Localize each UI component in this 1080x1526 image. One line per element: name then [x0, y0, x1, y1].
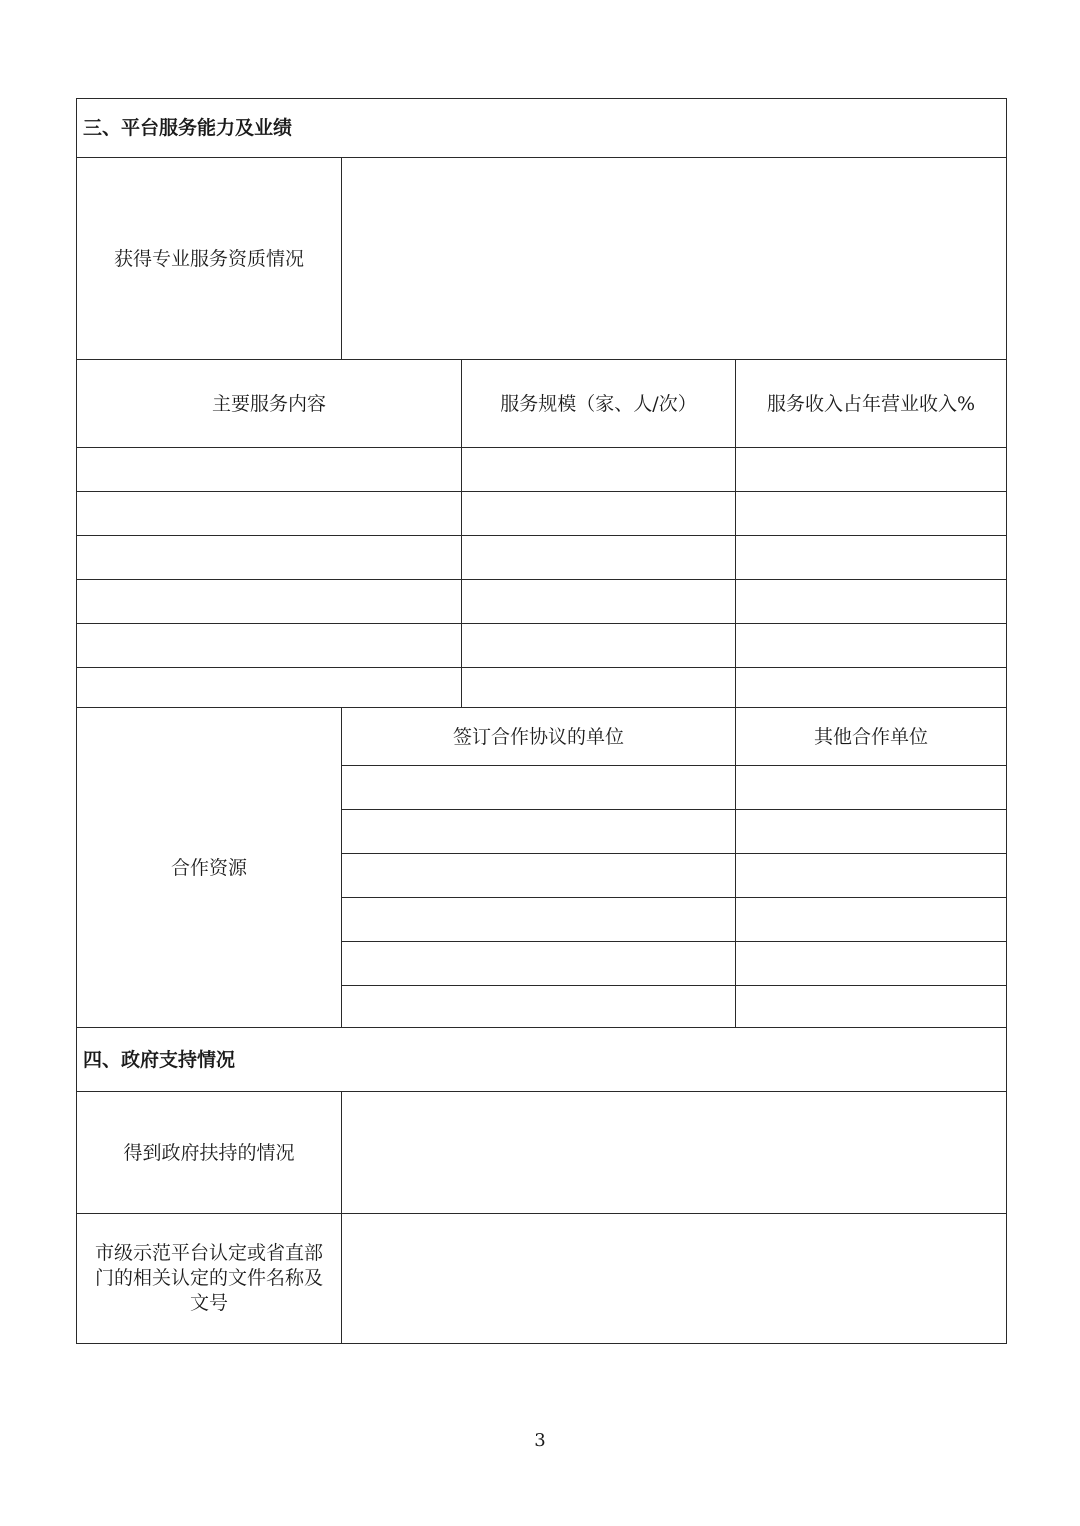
service-table-row: [77, 448, 1007, 492]
section-4-title: 四、政府支持情况: [77, 1028, 1007, 1092]
service-content-cell[interactable]: [77, 536, 462, 580]
service-table-row: [77, 668, 1007, 708]
service-scale-cell[interactable]: [462, 448, 736, 492]
service-scale-cell[interactable]: [462, 624, 736, 668]
service-table-row: [77, 492, 1007, 536]
gov-support-label: 得到政府扶持的情况: [77, 1092, 342, 1214]
main-service-content-header: 主要服务内容: [77, 360, 462, 448]
other-partner-cell[interactable]: [736, 942, 1007, 986]
service-table-row: [77, 624, 1007, 668]
other-partner-cell[interactable]: [736, 810, 1007, 854]
service-content-cell[interactable]: [77, 624, 462, 668]
section-3-title: 三、平台服务能力及业绩: [77, 99, 1007, 158]
signed-partners-header: 签订合作协议的单位: [342, 708, 736, 766]
signed-partner-cell[interactable]: [342, 898, 736, 942]
signed-partner-cell[interactable]: [342, 854, 736, 898]
document-field[interactable]: [342, 1214, 1007, 1344]
service-content-cell[interactable]: [77, 492, 462, 536]
service-revenue-cell[interactable]: [736, 580, 1007, 624]
service-revenue-ratio-header: 服务收入占年营业收入%: [736, 360, 1007, 448]
service-scale-cell[interactable]: [462, 536, 736, 580]
service-revenue-cell[interactable]: [736, 448, 1007, 492]
service-content-cell[interactable]: [77, 668, 462, 708]
service-revenue-cell[interactable]: [736, 492, 1007, 536]
other-partner-cell[interactable]: [736, 986, 1007, 1028]
signed-partner-cell[interactable]: [342, 810, 736, 854]
document-label-cell: [77, 1214, 342, 1344]
service-scale-header: 服务规模（家、人/次）: [462, 360, 736, 448]
cooperation-resources-label: 合作资源: [77, 708, 342, 1028]
page-number: 3: [534, 1430, 546, 1451]
service-content-cell[interactable]: [77, 448, 462, 492]
service-revenue-cell[interactable]: [736, 536, 1007, 580]
application-form-table: [76, 98, 1007, 1344]
service-scale-cell[interactable]: [462, 492, 736, 536]
other-partner-cell[interactable]: [736, 898, 1007, 942]
service-scale-cell[interactable]: [462, 580, 736, 624]
other-partner-cell[interactable]: [736, 854, 1007, 898]
other-partner-cell[interactable]: [736, 766, 1007, 810]
signed-partner-cell[interactable]: [342, 986, 736, 1028]
qualification-label: 获得专业服务资质情况: [77, 158, 342, 360]
signed-partner-cell[interactable]: [342, 942, 736, 986]
service-revenue-cell[interactable]: [736, 624, 1007, 668]
other-partners-header: 其他合作单位: [736, 708, 1007, 766]
qualification-field[interactable]: [342, 158, 1007, 360]
service-revenue-cell[interactable]: [736, 668, 1007, 708]
signed-partner-cell[interactable]: [342, 766, 736, 810]
gov-support-field[interactable]: [342, 1092, 1007, 1214]
document-label: 市级示范平台认定或省直部门的相关认定的文件名称及文号: [94, 1242, 323, 1314]
service-content-cell[interactable]: [77, 580, 462, 624]
service-scale-cell[interactable]: [462, 668, 736, 708]
service-table-row: [77, 536, 1007, 580]
service-table-row: [77, 580, 1007, 624]
